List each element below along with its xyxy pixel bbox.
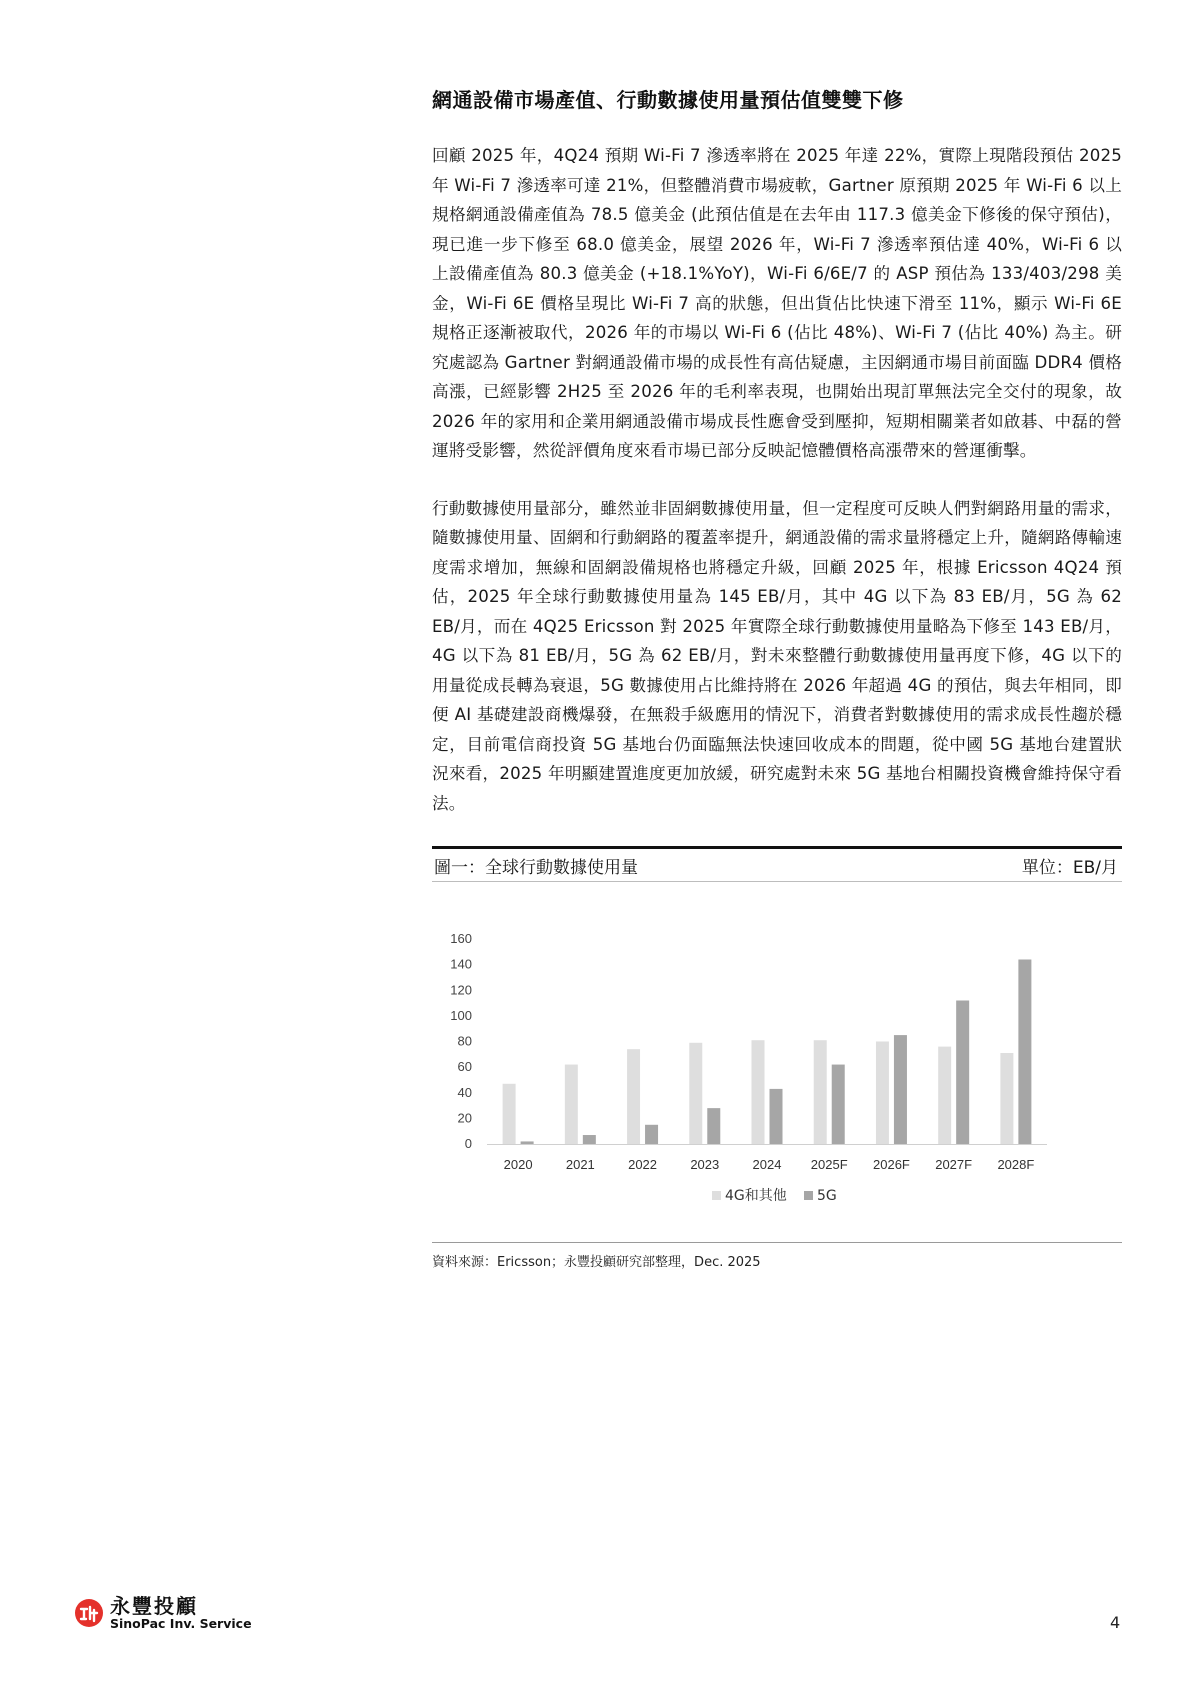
bar-5g-2023	[707, 1108, 720, 1144]
sinopac-logo-icon	[74, 1598, 104, 1628]
y-tick-label: 160	[450, 931, 472, 946]
legend-swatch-4g	[712, 1191, 721, 1200]
bar-4g-2020	[503, 1084, 516, 1144]
legend-label-4g: 4G和其他	[725, 1188, 787, 1204]
bar-4g-2025f	[814, 1040, 827, 1144]
page-number: 4	[1110, 1613, 1121, 1632]
bar-4g-2022	[627, 1049, 640, 1144]
paragraph-wifi-market: 回顧 2025 年，4Q24 預期 Wi-Fi 7 滲透率將在 2025 年達 22%，實際上現階段預估 2025 年 Wi-Fi 7 滲透率可達 21%，但整體消費市場疲軟，Gartner 原預期 2025 年 Wi-Fi 6 以上規格網通設備產值為 78.5 億美金 (此預估值是在去年由 117.3 億美金下修後的保守預估)，現已進一步下修至 68.0 億美金，展望 2026 年，Wi-Fi 7 滲透率預估達 40%，Wi-Fi 6 以上設備產值為 80.3 億美金 (+18.1%YoY)，Wi-Fi 6/6E/7 的 ASP 預估為 133/403/298 美金，Wi-Fi 6E 價格呈現比 Wi-Fi 7 高的狀態，但出貨佔比快速下滑至 11%，顯示 Wi-Fi 6E 規格正逐漸被取代，2026 年的市場以 Wi-Fi 6 (佔比 48%)、Wi-Fi 7 (佔比 40%) 為主。研究處認為 Gartner 對網通設備市場的成長性有高估疑慮，主因網通市場目前面臨 DDR4 價格高漲，已經影響 2H25 至 2026 年的毛利率表現，也開始出現訂單無法完全交付的現象，故 2026 年的家用和企業用網通設備市場成長性應會受到壓抑，短期相關業者如啟碁、中磊的營運將受影響，然從評價角度來看市場已部分反映記憶體價格高漲帶來的營運衝擊。	[432, 146, 1122, 460]
y-tick-label: 100	[450, 1007, 472, 1023]
bar-5g-2025f	[832, 1065, 845, 1144]
x-tick-label: 2028F	[997, 1157, 1035, 1172]
x-tick-label: 2022	[628, 1157, 658, 1172]
x-tick-label: 2026F	[873, 1157, 910, 1172]
bar-5g-2020	[521, 1141, 534, 1144]
x-tick-label: 2024	[752, 1157, 782, 1172]
y-tick-label: 80	[457, 1033, 472, 1049]
chart-container	[432, 882, 1122, 1242]
bar-5g-2022	[645, 1125, 658, 1144]
logo-english-name: SinoPac Inv. Service	[110, 1616, 252, 1631]
legend-swatch-5g	[804, 1191, 813, 1200]
y-tick-label: 140	[450, 956, 472, 972]
bar-chart	[432, 882, 1122, 1242]
y-tick-label: 20	[457, 1110, 472, 1126]
bar-4g-2023	[689, 1043, 702, 1144]
bar-4g-2028f	[1000, 1053, 1013, 1144]
x-tick-label: 2023	[690, 1157, 720, 1172]
y-tick-label: 60	[457, 1059, 472, 1075]
figure-unit: 單位：EB/月	[1021, 857, 1118, 878]
section-title: 網通設備市場產值、行動數據使用量預估值雙雙下修	[432, 88, 904, 112]
bar-4g-2026f	[876, 1042, 889, 1145]
figure-bottom-rule	[432, 1242, 1122, 1243]
bar-5g-2028f	[1018, 960, 1031, 1145]
bar-5g-2026f	[894, 1035, 907, 1144]
x-tick-label: 2020	[503, 1157, 533, 1172]
x-tick-label: 2021	[565, 1157, 595, 1172]
figure-mobile-data-usage	[432, 846, 1122, 1270]
legend-label-5g: 5G	[817, 1188, 837, 1204]
bar-5g-2027f	[956, 1001, 969, 1145]
y-tick-label: 40	[457, 1084, 472, 1100]
report-body	[432, 84, 1122, 1270]
figure-header	[432, 849, 1122, 881]
x-tick-label: 2027F	[935, 1157, 973, 1172]
bar-4g-2027f	[938, 1047, 951, 1144]
y-tick-label: 0	[464, 1136, 472, 1151]
bar-5g-2024	[770, 1089, 783, 1144]
bar-4g-2024	[752, 1040, 765, 1144]
company-logo	[74, 1596, 252, 1630]
paragraph-mobile-data: 行動數據使用量部分，雖然並非固網數據使用量，但一定程度可反映人們對網路用量的需求，隨數據使用量、固網和行動網路的覆蓋率提升，網通設備的需求量將穩定上升，隨網路傳輸速度需求增加，無線和固網設備規格也將穩定升級，回顧 2025 年，根據 Ericsson 4Q24 預估，2025 年全球行動數據使用量為 145 EB/月，其中 4G 以下為 83 EB/月，5G 為 62 EB/月，而在 4Q25 Ericsson 對 2025 年實際全球行動數據使用量略為下修至 143 EB/月，4G 以下為 81 EB/月，5G 為 62 EB/月，對未來整體行動數據使用量再度下修，4G 以下的用量從成長轉為衰退，5G 數據使用占比維持將在 2026 年超過 4G 的預估，與去年相同，即便 AI 基礎建設商機爆發，在無殺手級應用的情況下，消費者對數據使用的需求成長性趨於穩定，目前電信商投資 5G 基地台仍面臨無法快速回收成本的問題，從中國 5G 基地台建置狀況來看，2025 年明顯建置進度更加放緩，研究處對未來 5G 基地台相關投資機會維持保守看法。	[432, 498, 1122, 813]
x-tick-label: 2025F	[810, 1157, 848, 1172]
bar-5g-2021	[583, 1135, 596, 1144]
figure-caption: 圖一：全球行動數據使用量	[434, 857, 638, 878]
figure-source: 資料來源：Ericsson；永豐投顧研究部整理，Dec. 2025	[432, 1255, 761, 1270]
bar-4g-2021	[565, 1065, 578, 1144]
y-tick-label: 120	[450, 982, 472, 998]
logo-chinese-name: 永豐投顧	[110, 1594, 198, 1618]
